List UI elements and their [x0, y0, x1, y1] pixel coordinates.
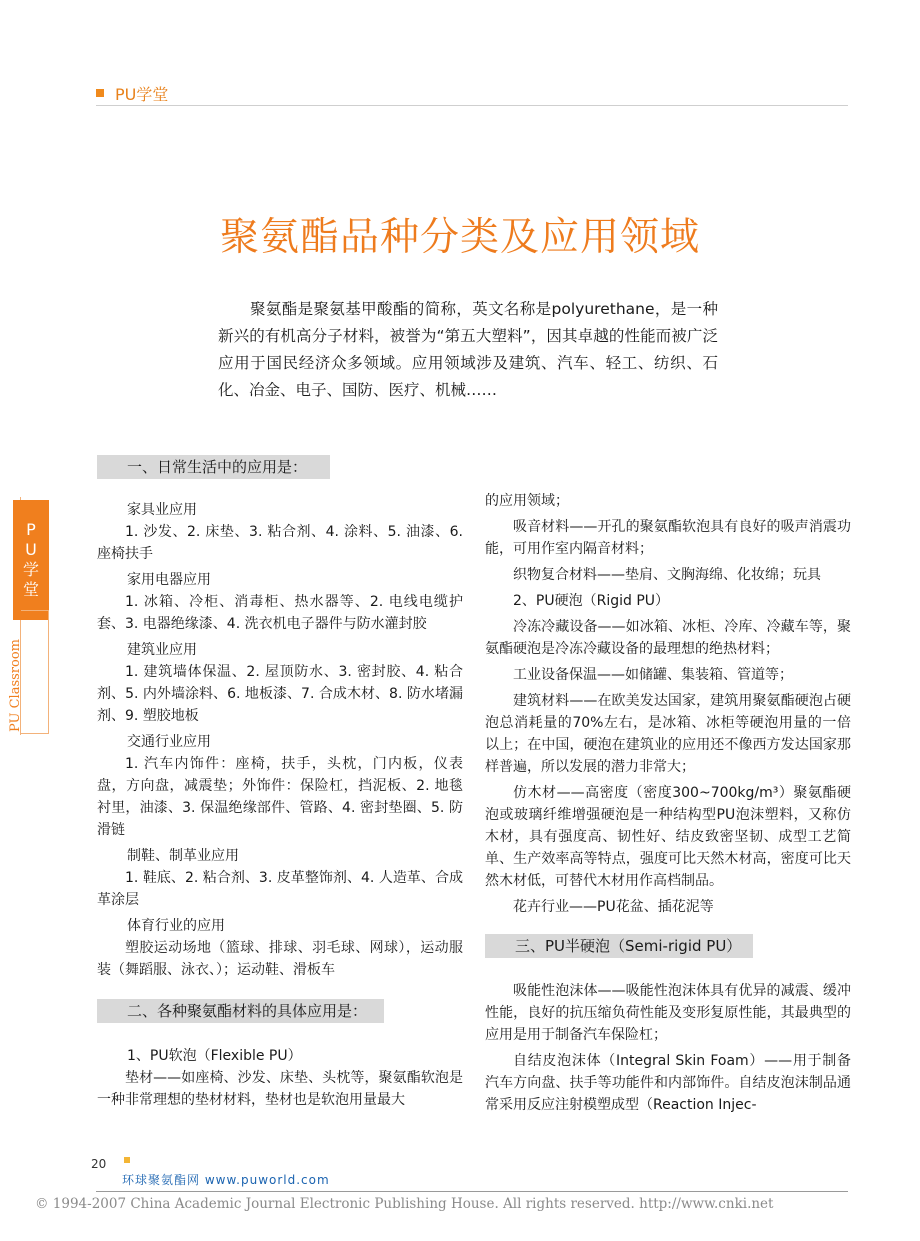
right-text-10: 吸能性泡沫体——吸能性泡沫体具有优异的减震、缓冲性能，良好的抗压缩负荷性能及变形复原性能，其最典型的应用是用于制备汽车保险杠； [485, 983, 851, 1043]
category-appliances: 家用电器应用 [127, 572, 211, 588]
right-text-8: 仿木材——高密度（密度300~700kg/m³）聚氨酯硬泡或玻璃纤维增强硬泡是一种结构型PU泡沫塑料，又称仿木材，具有强度高、韧性好、结皮致密坚韧、成型工艺简单、生产效率高等特点，强度可比天然木材高，密度可比天然木材低，可替代木材用作高档制品。 [485, 785, 851, 889]
right-text-9: 花卉行业——PU花盆、插花泥等 [513, 899, 714, 915]
category-sports: 体育行业的应用 [127, 918, 225, 934]
article-title: 聚氨酯品种分类及应用领域 [219, 215, 700, 260]
sidebar-subtitle: PU Classroom [8, 639, 23, 732]
copyright-line: © 1994-2007 China Academic Journal Electronic Publishing House. All rights reserved. http://www.cnki.net [35, 1196, 774, 1212]
header-rule [96, 105, 848, 106]
right-text-3: 织物复合材料——垫肩、文胸海绵、化妆绵；玩具 [513, 567, 821, 583]
intro-paragraph [218, 296, 718, 404]
rigid-foam-title: 2、PU硬泡（Rigid PU） [513, 593, 670, 609]
category-transport: 交通行业应用 [127, 734, 211, 750]
section-heading-3: 三、PU半硬泡（Semi-rigid PU） [485, 934, 753, 958]
page-number: 20 [91, 1157, 107, 1171]
category-footwear-text: 1. 鞋底、2. 粘合剂、3. 皮革整饰剂、4. 人造革、合成革涂层 [97, 870, 463, 908]
header-marker [96, 89, 104, 97]
flexible-foam-text: 垫材——如座椅、沙发、床垫、头枕等，聚氨酯软泡是一种非常理想的垫材材料，垫材也是软泡用量最大 [97, 1070, 463, 1108]
sidebar-tab [13, 500, 49, 620]
right-text-7: 建筑材料——在欧美发达国家，建筑用聚氨酯硬泡占硬泡总消耗量的70%左右，是冰箱、冰柜等硬泡用量的一倍以上；在中国，硬泡在建筑业的应用还不像西方发达国家那样普遍，所以发展的潜力非常大； [485, 693, 851, 775]
category-furniture: 家具业应用 [127, 502, 197, 518]
section-heading-1: 一、日常生活中的应用是： [97, 455, 330, 479]
category-footwear: 制鞋、制革业应用 [127, 848, 239, 864]
footer-rule [96, 1191, 848, 1192]
footer-site: 环球聚氨酯网 www.puworld.com [122, 1173, 330, 1187]
category-sports-text: 塑胶运动场地（篮球、排球、羽毛球、网球），运动服装（舞蹈服、泳衣、）；运动鞋、滑板车 [97, 940, 463, 978]
category-furniture-text: 1. 沙发、2. 床垫、3. 粘合剂、4. 涂料、5. 油漆、6. 座椅扶手 [97, 524, 463, 562]
category-transport-text: 1. 汽车内饰件：座椅，扶手，头枕，门内板，仪表盘，方向盘，减震垫；外饰件：保险杠，挡泥板、2. 地毯衬里，油漆、3. 保温绝缘部件、管路、4. 密封垫圈、5. 防滑链 [97, 756, 463, 838]
right-text-11: 自结皮泡沫体（Integral Skin Foam）——用于制备汽车方向盘、扶手等功能件和内部饰件。自结皮泡沫制品通常采用反应注射模塑成型（Reaction Injec- [485, 1053, 851, 1113]
right-text-2: 吸音材料——开孔的聚氨酯软泡具有良好的吸声消震功能，可用作室内隔音材料； [485, 519, 851, 557]
right-text-6: 工业设备保温——如储罐、集装箱、管道等； [513, 667, 793, 683]
right-text-5: 冷冻冷藏设备——如冰箱、冰柜、冷库、冷藏车等，聚氨酯硬泡是冷冻冷藏设备的最理想的绝热材料； [485, 619, 851, 657]
right-text-1: 的应用领域； [485, 493, 569, 509]
footer-marker [124, 1157, 130, 1163]
intro-text: 聚氨酯是聚氨基甲酸酯的简称，英文名称是polyurethane，是一种新兴的有机高分子材料，被誉为“第五大塑料”，因其卓越的性能而被广泛应用于国民经济众多领域。应用领域涉及建筑、汽车、轻工、纺织、石化、冶金、电子、国防、医疗、机械…… [218, 300, 718, 399]
sidebar-tab-text: PU学堂 [22, 520, 39, 599]
category-appliances-text: 1. 冰箱、冷柜、消毒柜、热水器等、2. 电线电缆护套、3. 电器绝缘漆、4. 洗衣机电子器件与防水灌封胶 [97, 594, 463, 632]
category-construction-text: 1. 建筑墙体保温、2. 屋顶防水、3. 密封胶、4. 粘合剂、5. 内外墙涂料、6. 地板漆、7. 合成木材、8. 防水堵漏剂、9. 塑胶地板 [97, 664, 463, 724]
section-heading-2: 二、各种聚氨酯材料的具体应用是： [97, 999, 384, 1023]
right-column [485, 490, 851, 1120]
left-column [97, 455, 463, 1115]
flexible-foam-title: 1、PU软泡（Flexible PU） [127, 1048, 302, 1064]
section-label: PU学堂 [115, 85, 169, 104]
category-construction: 建筑业应用 [127, 642, 197, 658]
